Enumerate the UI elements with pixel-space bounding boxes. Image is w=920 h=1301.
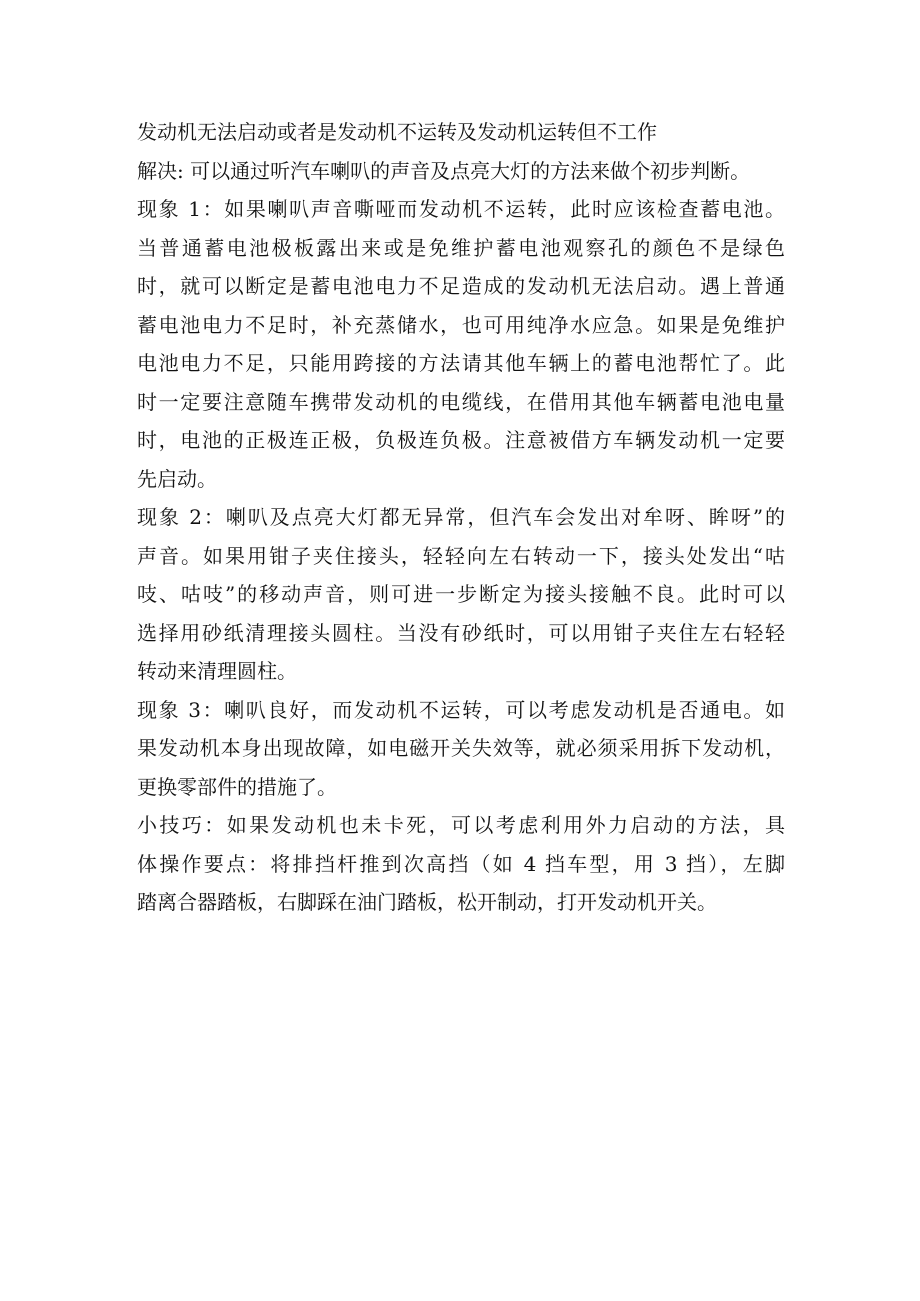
paragraph-line: 果发动机本身出现故障，如电磁开关失效等，就必须采用拆下发动机， xyxy=(137,736,785,760)
paragraph-line: 吱、咕吱”的移动声音，则可进一步断定为接头接触不良。此时可以 xyxy=(137,582,785,606)
paragraph-line: 现象 2：喇叭及点亮大灯都无异常，但汽车会发出对牟呀、眸呀”的 xyxy=(137,505,785,529)
paragraph-line: 时一定要注意随车携带发动机的电缆线，在借用其他车辆蓄电池电量 xyxy=(137,389,785,414)
paragraph-line: 选择用砂纸清理接头圆柱。当没有砂纸时，可以用钳子夹住左右轻轻 xyxy=(137,620,785,645)
intro-paragraph xyxy=(137,152,785,191)
paragraph-line: 蓄电池电力不足时，补充蒸储水，也可用纯净水应急。如果是免维护 xyxy=(137,312,785,337)
document-title: 发动机无法启动或者是发动机不运转及发动机运转但不工作 xyxy=(137,120,657,144)
intro-line: 解决: 可以通过听汽车喇叭的声音及点亮大灯的方法来做个初步判断。 xyxy=(137,158,751,183)
paragraph-line: 时，就可以断定是蓄电池电力不足造成的发动机无法启动。遇上普通 xyxy=(137,274,785,298)
phenomenon-3-paragraph xyxy=(137,691,785,807)
paragraph-line: 体操作要点：将排挡杆推到次高挡（如 4 挡车型，用 3 挡），左脚 xyxy=(137,851,785,876)
paragraph-line: 时，电池的正极连正极，负极连负极。注意被借方车辆发动机一定要 xyxy=(137,428,785,452)
paragraph-line: 踏离合器踏板，右脚踩在油门踏板，松开制动，打开发动机开关。 xyxy=(137,890,717,914)
paragraph-line: 电池电力不足，只能用跨接的方法请其他车辆上的蓄电池帮忙了。此 xyxy=(137,351,785,375)
paragraph-line: 现象 3：喇叭良好，而发动机不运转，可以考虑发动机是否通电。如 xyxy=(137,697,785,722)
paragraph-line: 现象 1：如果喇叭声音嘶哑而发动机不运转，此时应该检查蓄电池。 xyxy=(137,197,785,221)
paragraph-line: 当普通蓄电池极板露出来或是免维护蓄电池观察孔的颜色不是绿色 xyxy=(137,235,785,260)
paragraph-line: 更换零部件的措施了。 xyxy=(137,774,337,799)
paragraph-line: 先启动。 xyxy=(137,466,217,491)
phenomenon-1-paragraph xyxy=(137,190,785,498)
paragraph-line: 转动来清理圆柱。 xyxy=(137,659,297,683)
paragraph-line: 小技巧：如果发动机也未卡死，可以考虑利用外力启动的方法，具 xyxy=(137,813,785,837)
document-body xyxy=(137,113,785,922)
paragraph-line: 声音。如果用钳子夹住接头，轻轻向左右转动一下，接头处发出“咕 xyxy=(137,543,785,568)
phenomenon-2-paragraph xyxy=(137,498,785,691)
tip-paragraph xyxy=(137,806,785,922)
